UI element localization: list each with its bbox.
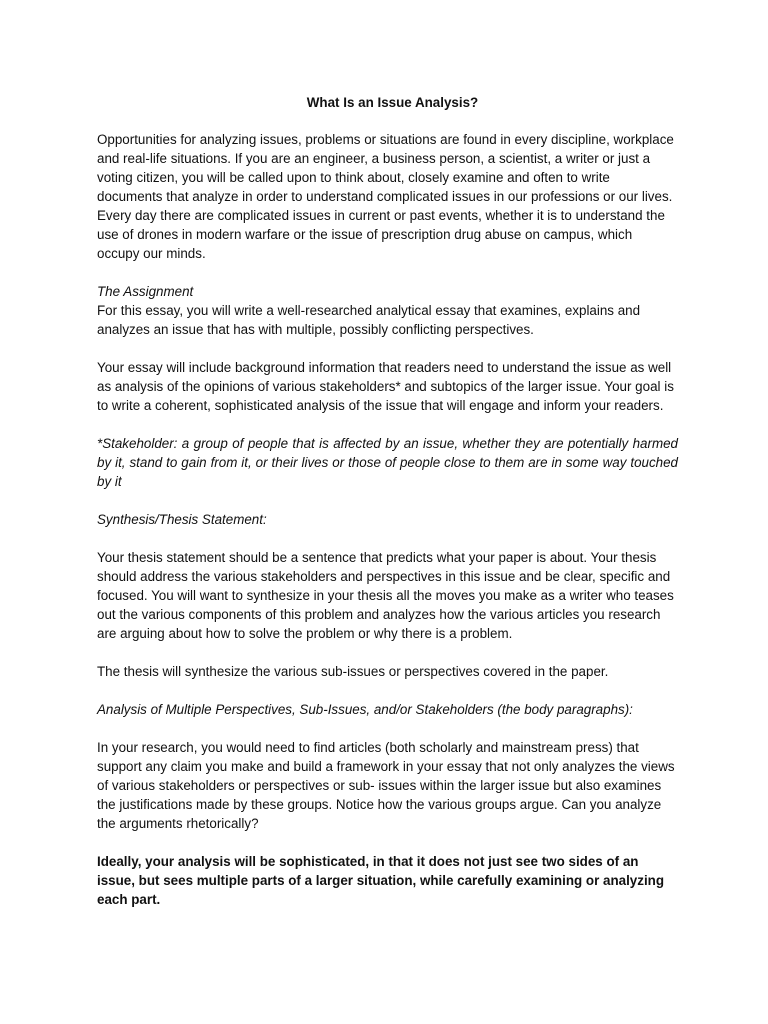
- assignment-heading: The Assignment: [97, 284, 194, 299]
- ideal-paragraph: Ideally, your analysis will be sophisticated, in that it does not just see two sides of an issue, but sees multiple parts of a larger situation, while carefully examining or analyzing each part.: [97, 854, 665, 907]
- assignment-paragraph: For this essay, you will write a well-researched analytical essay that examines, explains and analyzes an issue that has with multiple, possibly conflicting perspectives.: [97, 303, 641, 337]
- synthesis-heading: Synthesis/Thesis Statement:: [97, 512, 267, 527]
- document-title: What Is an Issue Analysis?: [306, 95, 479, 110]
- thesis-paragraph: Your thesis statement should be a sentence that predicts what your paper is about. Your thesis should address the various stakeholders and perspectives in this issue and be clear, specific and focused. You will want to synthesize in your thesis all the moves you make as a writer who teases out the various components of this problem and analyzes how the various articles you research are arguing about how to solve the problem or why there is a problem.: [97, 550, 674, 641]
- research-paragraph: In your research, you would need to find articles (both scholarly and mainstream press) that support any claim you make and build a framework in your essay that not only analyzes the views of various stakeholders or perspectives or sub- issues within the larger issue but also examines the justifications made by these groups. Notice how the various groups argue. Can you analyze the arguments rhetorically?: [97, 740, 675, 831]
- intro-paragraph: Opportunities for analyzing issues, problems or situations are found in every discipline, workplace and real-life situations. If you are an engineer, a business person, a scientist, a writer or just a voting citizen, you will be called upon to think about, closely examine and often to write documents that analyze in order to understand complicated issues in our professions or our lives. Every day there are complicated issues in current or past events, whether it is to understand the use of drones in modern warfare or the issue of prescription drug abuse on campus, which occupy our minds.: [97, 132, 674, 261]
- essay-includes-paragraph: Your essay will include background information that readers need to understand the issue as well as analysis of the opinions of various stakeholders* and subtopics of the larger issue. Your goal is to write a coherent, sophisticated analysis of the issue that will engage and inform your readers.: [97, 360, 674, 413]
- thesis-synthesize-paragraph: The thesis will synthesize the various sub-issues or perspectives covered in the paper.: [97, 664, 609, 679]
- stakeholder-note: *Stakeholder: a group of people that is affected by an issue, whether they are potentially harmed by it, stand to gain from it, or their lives or those of people close to them are in some way touched by it: [97, 436, 678, 489]
- analysis-heading: Analysis of Multiple Perspectives, Sub-Issues, and/or Stakeholders (the body paragraphs):: [97, 702, 633, 717]
